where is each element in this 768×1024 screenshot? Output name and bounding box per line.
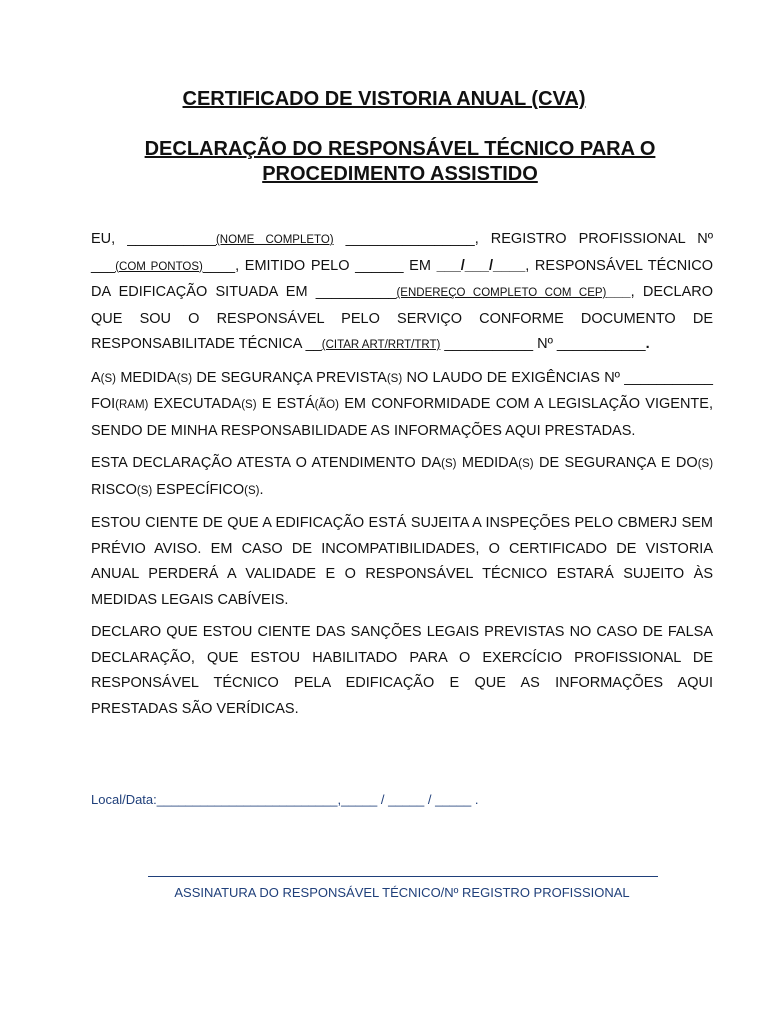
text-run: , RESPONSÁVEL TÉCNICO DA EDIFICAÇÃO SITUADA EM __________ bbox=[91, 257, 713, 300]
plural-marker: (S) bbox=[241, 399, 257, 411]
text-run: EM CONFORMIDADE COM A LEGISLAÇÃO VIGENTE, SENDO DE MINHA RESPONSABILIDADE AS INFORMAÇÕES AQUI PRESTADAS. bbox=[91, 396, 713, 439]
text-run: ESTA DECLARAÇÃO ATESTA O ATENDIMENTO DA bbox=[91, 455, 442, 471]
text-run: MEDIDA bbox=[456, 455, 519, 471]
text-run: DE SEGURANÇA PREVISTA bbox=[192, 369, 387, 386]
plural-marker: (S) bbox=[176, 372, 193, 385]
text-run: NO LAUDO DE EXIGÊNCIAS Nº ___________ FOI bbox=[91, 369, 713, 412]
text-run: MEDIDA bbox=[116, 369, 177, 386]
document-title: CERTIFICADO DE VISTORIA ANUAL (CVA) bbox=[182, 88, 586, 110]
plural-marker: (S) bbox=[100, 372, 117, 385]
text-run: ___________ Nº ___________ bbox=[440, 336, 646, 352]
plural-marker: (RAM) bbox=[115, 399, 149, 411]
text-run: ___ bbox=[606, 284, 631, 300]
text-run: , DECLARO QUE SOU O RESPONSÁVEL PELO SERVIÇO CONFORME DOCUMENTO DE RESPONSABILITADE TÉCNICA __ bbox=[91, 284, 713, 352]
text-run: DE SEGURANÇA E DO bbox=[533, 455, 698, 471]
local-data-field: Local/Data:_________________________,_____ / _____ / _____ . bbox=[91, 792, 479, 807]
text-run: ________________, REGISTRO PROFISSIONAL Nº ___ bbox=[91, 231, 714, 274]
paragraph-ciente-inspecoes: ESTOU CIENTE DE QUE A EDIFICAÇÃO ESTÁ SUJEITA A INSPEÇÕES PELO CBMERJ SEM PRÉVIO AVISO. EM CASO DE INCOMPATIBILIDADES, O CERTIFICADO DE VISTORIA ANUAL PERDERÁ A VALIDADE E O RESPONSÁVEL TÉCNICO ESTARÁ SUJEITO ÀS MEDIDAS LEGAIS CABÍVEIS. bbox=[91, 515, 713, 608]
plural-marker: (S) bbox=[518, 458, 534, 470]
placeholder-com-pontos: (COM PONTOS) bbox=[115, 260, 203, 273]
paragraph-medidas bbox=[91, 366, 713, 445]
text-run: . bbox=[259, 481, 264, 498]
placeholder-endereco: (ENDEREÇO COMPLETO COM CEP) bbox=[396, 287, 607, 299]
placeholder-citar-art: (CITAR ART/RRT/TRT) bbox=[321, 339, 441, 351]
text-run: EU, ___________ bbox=[91, 231, 216, 247]
subtitle-line-1: DECLARAÇÃO DO RESPONSÁVEL TÉCNICO PARA O bbox=[144, 138, 656, 160]
declaration-body bbox=[91, 227, 713, 729]
plural-marker: (ÃO) bbox=[314, 399, 339, 411]
signature-line bbox=[148, 876, 658, 877]
text-run: RISCO bbox=[91, 481, 137, 498]
date-blank: ___/___/____ bbox=[436, 257, 526, 274]
text-run: . bbox=[645, 336, 650, 352]
text-run: A bbox=[91, 369, 101, 386]
text-run: ____, EMITIDO PELO ______ EM bbox=[202, 257, 437, 274]
plural-marker: (S) bbox=[441, 458, 457, 470]
text-run: ESPECÍFICO bbox=[152, 481, 245, 498]
plural-marker: (S) bbox=[244, 484, 260, 497]
plural-marker: (S) bbox=[697, 458, 714, 470]
text-run: EXECUTADA bbox=[148, 396, 242, 412]
paragraph-atesta bbox=[91, 451, 713, 504]
plural-marker: (S) bbox=[386, 372, 403, 385]
paragraph-declaro-sancoes: DECLARO QUE ESTOU CIENTE DAS SANÇÕES LEGAIS PREVISTAS NO CASO DE FALSA DECLARAÇÃO, QUE ESTOU HABILITADO PARA O EXERCÍCIO PROFISSIONAL DE RESPONSÁVEL TÉCNICO PELA EDIFICAÇÃO E QUE AS INFORMAÇÕES AQUI PRESTADAS SÃO VERÍDICAS. bbox=[91, 624, 713, 717]
signature-label: ASSINATURA DO RESPONSÁVEL TÉCNICO/Nº REGISTRO PROFISSIONAL bbox=[174, 885, 630, 900]
plural-marker: (S) bbox=[136, 484, 153, 497]
placeholder-nome-completo: (NOME COMPLETO) bbox=[215, 234, 334, 246]
text-run: E ESTÁ bbox=[256, 396, 315, 412]
document-subtitle bbox=[90, 137, 710, 187]
paragraph-identification bbox=[91, 227, 713, 359]
subtitle-line-2: PROCEDIMENTO ASSISTIDO bbox=[262, 163, 538, 185]
